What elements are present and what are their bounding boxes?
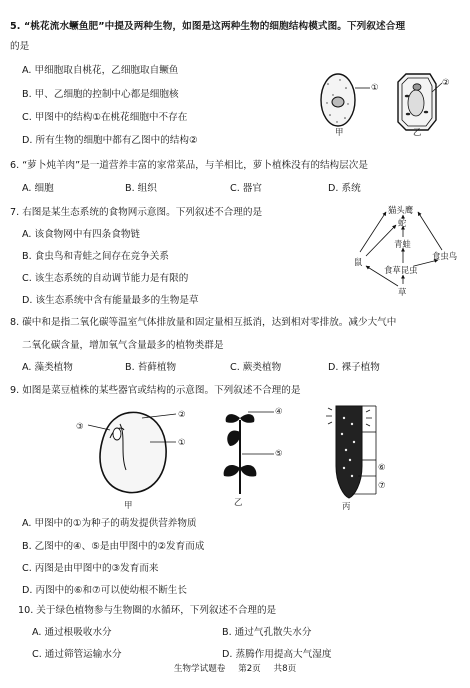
q9-label-7: ⑦	[378, 480, 386, 490]
q10-option-b: B. 通过气孔散失水分	[222, 627, 312, 638]
q7-option-d: D. 该生态系统中含有能量最多的生物是草	[22, 295, 199, 306]
q6-option-d: D. 系统	[328, 183, 361, 194]
q6-option-a: A. 细胞	[22, 183, 54, 194]
q7-option-b: B. 食虫鸟和青蛙之间存在竞争关系	[22, 251, 169, 262]
q10-option-d: D. 蒸腾作用提高大气湿度	[222, 649, 332, 660]
q7-food-web	[352, 204, 460, 296]
q6-stem: 6. “萝卜炖羊肉”是一道营养丰富的家常菜品，与羊相比，萝卜植株没有的结构层次是	[10, 160, 368, 171]
seedling-leaf-low-right	[240, 465, 256, 476]
q8-option-a: A. 藻类植物	[22, 362, 73, 373]
q9-seedling-figure	[218, 404, 294, 507]
q10-stem: 10. 关于绿色植物参与生物圈的水循环，下列叙述不合理的是	[18, 605, 277, 616]
q9-caption-jia: 甲	[124, 500, 133, 510]
q9-stem: 9. 如图是菜豆植株的某些器官或结构的示意图。下列叙述不合理的是	[10, 385, 301, 396]
q9-caption-bing: 丙	[342, 501, 351, 511]
seed-diagram	[86, 408, 196, 500]
seedling-leaf-top-right	[240, 414, 254, 423]
food-web-bird: 食虫鸟	[432, 251, 458, 261]
q10-option-a: A. 通过根吸收水分	[32, 627, 112, 638]
q8-option-b: B. 苔藓植物	[125, 362, 177, 373]
footer-subject: 生物学试题卷	[173, 664, 226, 674]
food-web-rat: 鼠	[354, 257, 363, 267]
seed-coat	[100, 412, 166, 492]
food-web-frog: 青蛙	[394, 239, 411, 249]
cell-yi-vacuole	[408, 90, 424, 116]
q9-root-tip-figure	[318, 404, 398, 511]
seedling-leaf-mid	[227, 431, 240, 446]
q5-stem-line1: 5. “桃花流水鳜鱼肥”中提及两种生物，如图是这两种生物的细胞结构模式图。下列叙述合理	[10, 21, 406, 32]
q9-label-5: ⑤	[275, 448, 283, 458]
q6-option-b: B. 组织	[125, 183, 157, 194]
q5-stem-line2: 的是	[10, 41, 30, 52]
q7-option-a: A. 该食物网中有四条食物链	[22, 229, 141, 240]
q9-option-c: C. 丙图是由甲图中的③发育而来	[22, 563, 159, 574]
seedling-leaf-low-left	[224, 465, 240, 476]
q9-label-6: ⑥	[378, 462, 386, 472]
seed-embryo	[113, 428, 121, 440]
cell-yi-nucleus	[413, 84, 421, 90]
q5-label-1: ①	[371, 82, 379, 92]
q9-option-a: A. 甲图中的①为种子的萌发提供营养物质	[22, 518, 197, 529]
q5-caption-yi: 乙	[413, 127, 422, 137]
q10-option-c: C. 通过筛管运输水分	[32, 649, 122, 660]
seedling-diagram	[218, 404, 294, 496]
q5-option-a: A. 甲细胞取自桃花，乙细胞取自鳜鱼	[22, 65, 179, 76]
q8-option-d: D. 裸子植物	[328, 362, 380, 373]
page-footer	[0, 662, 470, 674]
q7-option-c: C. 该生态系统的自动调节能力是有限的	[22, 273, 189, 284]
q8-stem-line2: 二氧化碳含量，增加氧气含量最多的植物类群是	[22, 340, 224, 351]
q9-option-d: D. 丙图中的⑥和⑦可以使幼根不断生长	[22, 585, 187, 596]
root-tip-diagram	[318, 404, 398, 500]
root-tip-body	[336, 406, 362, 498]
food-web-grass: 草	[398, 287, 407, 297]
q5-label-2: ②	[442, 77, 450, 87]
q5-option-d: D. 所有生物的细胞中都有乙图中的结构②	[22, 135, 198, 146]
q5-option-c: C. 甲图中的结构①在桃花细胞中不存在	[22, 112, 188, 123]
cell-jia-nucleus	[332, 97, 344, 107]
q5-option-b: B. 甲、乙细胞的控制中心都是细胞核	[22, 89, 179, 100]
food-web-eagle: 猫头鹰	[388, 205, 414, 215]
q9-option-b: B. 乙图中的④、⑤是由甲图中的②发育而成	[22, 541, 205, 552]
q8-option-c: C. 蕨类植物	[230, 362, 282, 373]
food-web-insect: 食草昆虫	[384, 265, 418, 275]
q6-option-c: C. 器官	[230, 183, 262, 194]
q9-label-1: ①	[178, 437, 186, 447]
food-web-snake: 蛇	[398, 218, 407, 228]
q9-label-2: ②	[178, 409, 186, 419]
q8-stem-line1: 8. 碳中和是指二氧化碳等温室气体排放量和固定量相互抵消，达到相对零排放。减少大气中	[10, 317, 397, 328]
q7-stem: 7. 右图是某生态系统的食物网示意图。下列叙述不合理的是	[10, 207, 263, 218]
q5-cell-figures	[318, 70, 458, 136]
seedling-leaf-top-left	[226, 414, 240, 423]
q9-caption-yi: 乙	[234, 497, 243, 507]
q9-label-3: ③	[76, 421, 84, 431]
q9-seed-figure	[76, 408, 196, 510]
footer-total-pages: 共8页	[273, 664, 297, 674]
q9-label-4: ④	[275, 406, 283, 416]
footer-page-number: 第2页	[238, 664, 261, 674]
q5-caption-jia: 甲	[335, 127, 344, 137]
